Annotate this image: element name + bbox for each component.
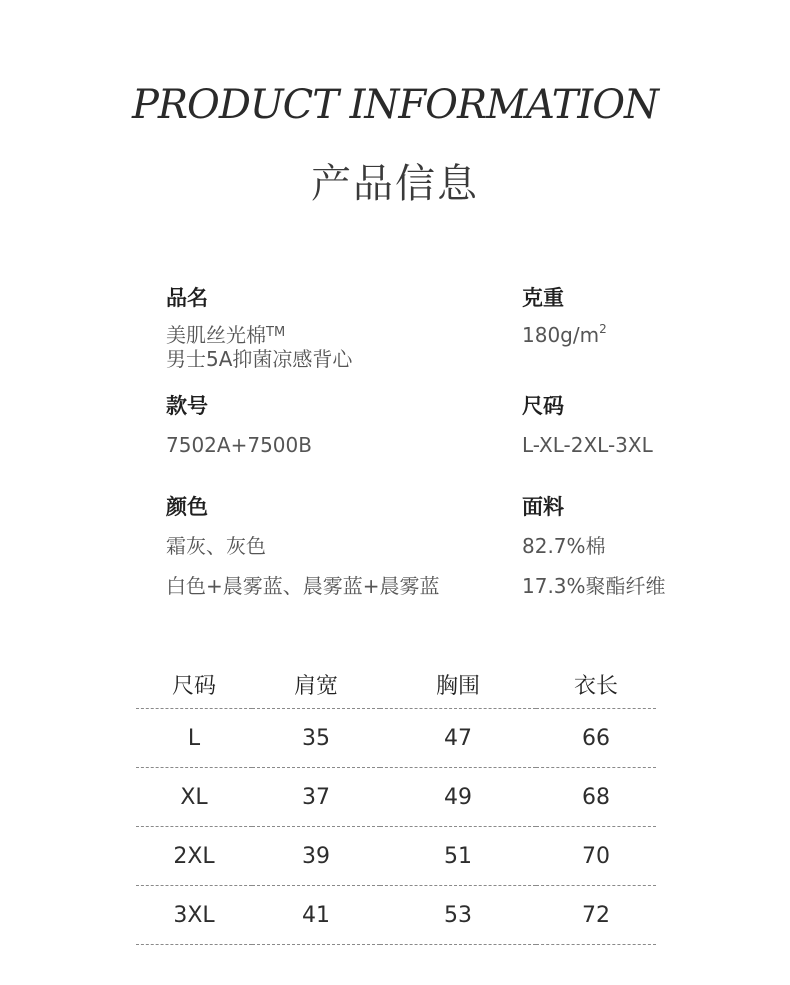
- product-name-text: 美肌丝光棉: [166, 323, 266, 347]
- table-cell: 39: [252, 827, 380, 886]
- table-row: [136, 709, 656, 768]
- table-cell: 70: [536, 827, 656, 886]
- table-cell: 2XL: [136, 827, 252, 886]
- table-row: [136, 768, 656, 827]
- product-name-label: 品名: [166, 286, 208, 310]
- table-cell: 35: [252, 709, 380, 768]
- fabric-label: 面料: [522, 495, 564, 519]
- table-cell: 51: [380, 827, 536, 886]
- field-model: [166, 393, 312, 457]
- table-cell: 66: [536, 709, 656, 768]
- table-cell: L: [136, 709, 252, 768]
- header-size: 尺码: [136, 660, 252, 709]
- field-sizes: [522, 393, 653, 457]
- size-table: [136, 660, 656, 945]
- weight-number: 180g/m: [522, 323, 600, 347]
- product-name-line1: [166, 323, 352, 347]
- field-weight: [522, 285, 607, 347]
- fabric-value-2: 17.3%聚酯纤维: [522, 574, 666, 598]
- fabric-value-1: 82.7%棉: [522, 534, 606, 558]
- weight-label: 克重: [522, 286, 564, 310]
- header-length: 衣长: [536, 660, 656, 709]
- table-cell: XL: [136, 768, 252, 827]
- header-chest: 胸围: [380, 660, 536, 709]
- color-label: 颜色: [166, 495, 208, 519]
- model-label: 款号: [166, 394, 208, 418]
- table-cell: 53: [380, 886, 536, 945]
- header-shoulder: 肩宽: [252, 660, 380, 709]
- page-title-en: PRODUCT INFORMATION: [132, 82, 658, 128]
- weight-value: [522, 323, 607, 347]
- table-cell: 47: [380, 709, 536, 768]
- table-row: [136, 827, 656, 886]
- table-cell: 72: [536, 886, 656, 945]
- table-row: [136, 886, 656, 945]
- weight-unit-exponent: 2: [599, 322, 607, 336]
- sizes-label: 尺码: [522, 394, 564, 418]
- field-color: [166, 494, 440, 598]
- table-cell: 41: [252, 886, 380, 945]
- field-fabric: [522, 494, 666, 598]
- color-value-2: 白色+晨雾蓝、晨雾蓝+晨雾蓝: [166, 574, 440, 598]
- table-cell: 49: [380, 768, 536, 827]
- field-product-name: [166, 285, 352, 371]
- product-name-line2: 男士5A抑菌凉感背心: [166, 347, 353, 371]
- table-cell: 3XL: [136, 886, 252, 945]
- size-table-header: [136, 660, 656, 709]
- table-cell: 68: [536, 768, 656, 827]
- trademark-mark: TM: [266, 325, 286, 340]
- sizes-value: L-XL-2XL-3XL: [522, 433, 653, 457]
- color-value-1: 霜灰、灰色: [166, 534, 266, 558]
- page-title-cn: 产品信息: [311, 161, 479, 207]
- model-value: 7502A+7500B: [166, 433, 312, 457]
- table-cell: 37: [252, 768, 380, 827]
